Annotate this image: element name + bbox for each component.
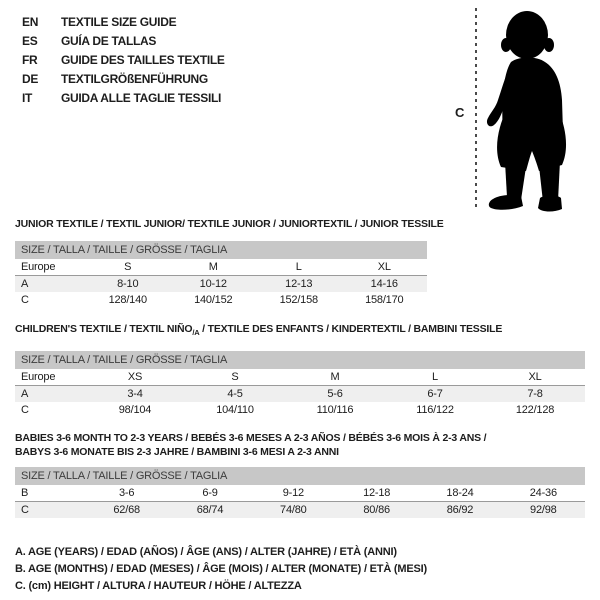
language-row-it xyxy=(22,89,225,108)
section-title-babies-line1: BABIES 3-6 MONTH TO 2-3 YEARS / BEBÉS 3-6 MESES A 2-3 AÑOS / BÉBÉS 3-6 MOIS À 2-3 ANS / xyxy=(15,432,487,445)
section-title-babies-line2: BABYS 3-6 MONATE BIS 2-3 JAHRE / BAMBINI 3-6 MESI A 2-3 ANNI xyxy=(15,446,339,459)
title-subscript: /A xyxy=(192,328,200,338)
table-row xyxy=(15,276,427,293)
language-code: ES xyxy=(22,34,38,48)
cell-value: 5-6 xyxy=(285,386,385,403)
footnote-a: A. AGE (YEARS) / EDAD (AÑOS) / ÂGE (ANS) / ALTER (JAHRE) / ETÀ (ANNI) xyxy=(15,546,397,559)
cell-value: 3-4 xyxy=(85,386,185,403)
guide-title-de: TEXTILGRÖßENFÜHRUNG xyxy=(61,72,208,86)
cell-value: 152/158 xyxy=(279,294,318,306)
footnotes xyxy=(15,544,600,595)
size-col-header: 18-24 xyxy=(418,485,501,502)
cell-value: 110/116 xyxy=(316,404,354,417)
size-col-header: 24-36 xyxy=(502,485,585,502)
row-label-c: C xyxy=(21,404,29,417)
cell-value: 158/170 xyxy=(365,294,404,306)
cell-value: 6-7 xyxy=(385,386,485,403)
section-title-children xyxy=(15,323,600,339)
region-label: Europe xyxy=(15,369,85,386)
row-label-c: C xyxy=(21,294,29,306)
cell-value: 104/110 xyxy=(216,404,254,417)
language-code: IT xyxy=(22,91,33,105)
table-row xyxy=(15,386,585,403)
language-code: DE xyxy=(22,72,39,86)
section-title-junior: JUNIOR TEXTILE / TEXTIL JUNIOR/ TEXTILE JUNIOR / JUNIORTEXTIL / JUNIOR TESSILE xyxy=(15,218,444,230)
cell-value: 116/122 xyxy=(416,404,454,417)
guide-title-it: GUIDA ALLE TAGLIE TESSILI xyxy=(61,91,222,105)
height-dashed-line xyxy=(475,8,477,210)
size-col-header: XL xyxy=(485,369,585,386)
size-col-header: XS xyxy=(85,369,185,386)
table-row xyxy=(15,485,585,502)
size-col-header: M xyxy=(171,259,257,276)
language-code: FR xyxy=(22,53,38,67)
figure-measure-label: C xyxy=(455,105,465,120)
row-label-b: B xyxy=(15,485,85,502)
size-col-header: M xyxy=(285,369,385,386)
table-row xyxy=(15,369,585,386)
size-col-header: L xyxy=(256,259,342,276)
footnote-b: B. AGE (MONTHS) / EDAD (MESES) / ÂGE (MOIS) / ALTER (MONATE) / ETÀ (MESI) xyxy=(15,563,427,576)
cell-value: 80/86 xyxy=(335,502,418,519)
guide-title-fr: GUIDE DES TAILLES TEXTILE xyxy=(61,53,225,67)
height-measure-figure xyxy=(450,0,600,218)
size-col-header: S xyxy=(185,369,285,386)
cell-value: 122/128 xyxy=(515,404,555,417)
row-label-a: A xyxy=(15,276,85,293)
cell-value: 86/92 xyxy=(418,502,501,519)
guide-title-es: GUÍA DE TALLAS xyxy=(61,34,157,48)
table-row xyxy=(15,402,585,418)
table-row xyxy=(15,259,427,276)
size-header-bar: SIZE / TALLA / TAILLE / GRÖSSE / TAGLIA xyxy=(15,351,585,369)
cell-value: 74/80 xyxy=(252,502,335,519)
size-col-header: 9-12 xyxy=(252,485,335,502)
cell-value: 12-13 xyxy=(256,276,342,293)
row-label-c: C xyxy=(15,502,85,519)
row-label-a: A xyxy=(15,386,85,403)
language-title-list xyxy=(22,13,225,108)
cell-value: 10-12 xyxy=(171,276,257,293)
cell-value: 68/74 xyxy=(168,502,251,519)
region-label: Europe xyxy=(15,259,85,276)
table-row xyxy=(15,292,427,308)
cell-value: 92/98 xyxy=(502,502,585,519)
cell-value: 14-16 xyxy=(342,276,428,293)
baby-silhouette-icon xyxy=(481,4,596,216)
babies-size-table xyxy=(15,467,585,518)
footnote-c: C. (cm) HEIGHT / ALTURA / HAUTEUR / HÖHE / ALTEZZA xyxy=(15,580,302,593)
junior-size-table xyxy=(15,241,427,308)
cell-value: 140/152 xyxy=(194,294,233,306)
cell-value: 128/140 xyxy=(108,294,147,306)
cell-value: 4-5 xyxy=(185,386,285,403)
size-col-header: 12-18 xyxy=(335,485,418,502)
cell-value: 98/104 xyxy=(118,404,152,417)
size-header-bar: SIZE / TALLA / TAILLE / GRÖSSE / TAGLIA xyxy=(15,241,427,259)
size-header-bar: SIZE / TALLA / TAILLE / GRÖSSE / TAGLIA xyxy=(15,467,585,485)
cell-value: 7-8 xyxy=(485,386,585,403)
title-part: / TEXTILE DES ENFANTS / KINDERTEXTIL / BAMBINI TESSILE xyxy=(199,323,503,335)
title-part: CHILDREN'S TEXTILE / TEXTIL NIÑO xyxy=(15,323,193,335)
language-code: EN xyxy=(22,15,39,29)
size-col-header: S xyxy=(85,259,171,276)
cell-value: 8-10 xyxy=(85,276,171,293)
children-size-table xyxy=(15,351,585,418)
cell-value: 62/68 xyxy=(85,502,168,519)
guide-title-en: TEXTILE SIZE GUIDE xyxy=(61,15,177,29)
language-row-es xyxy=(22,32,225,51)
language-row-fr xyxy=(22,51,225,70)
size-col-header: L xyxy=(385,369,485,386)
table-row xyxy=(15,502,585,519)
size-col-header: 6-9 xyxy=(168,485,251,502)
size-col-header: XL xyxy=(342,259,428,276)
size-col-header: 3-6 xyxy=(85,485,168,502)
language-row-de xyxy=(22,70,225,89)
language-row-en xyxy=(22,13,225,32)
header xyxy=(0,0,600,218)
